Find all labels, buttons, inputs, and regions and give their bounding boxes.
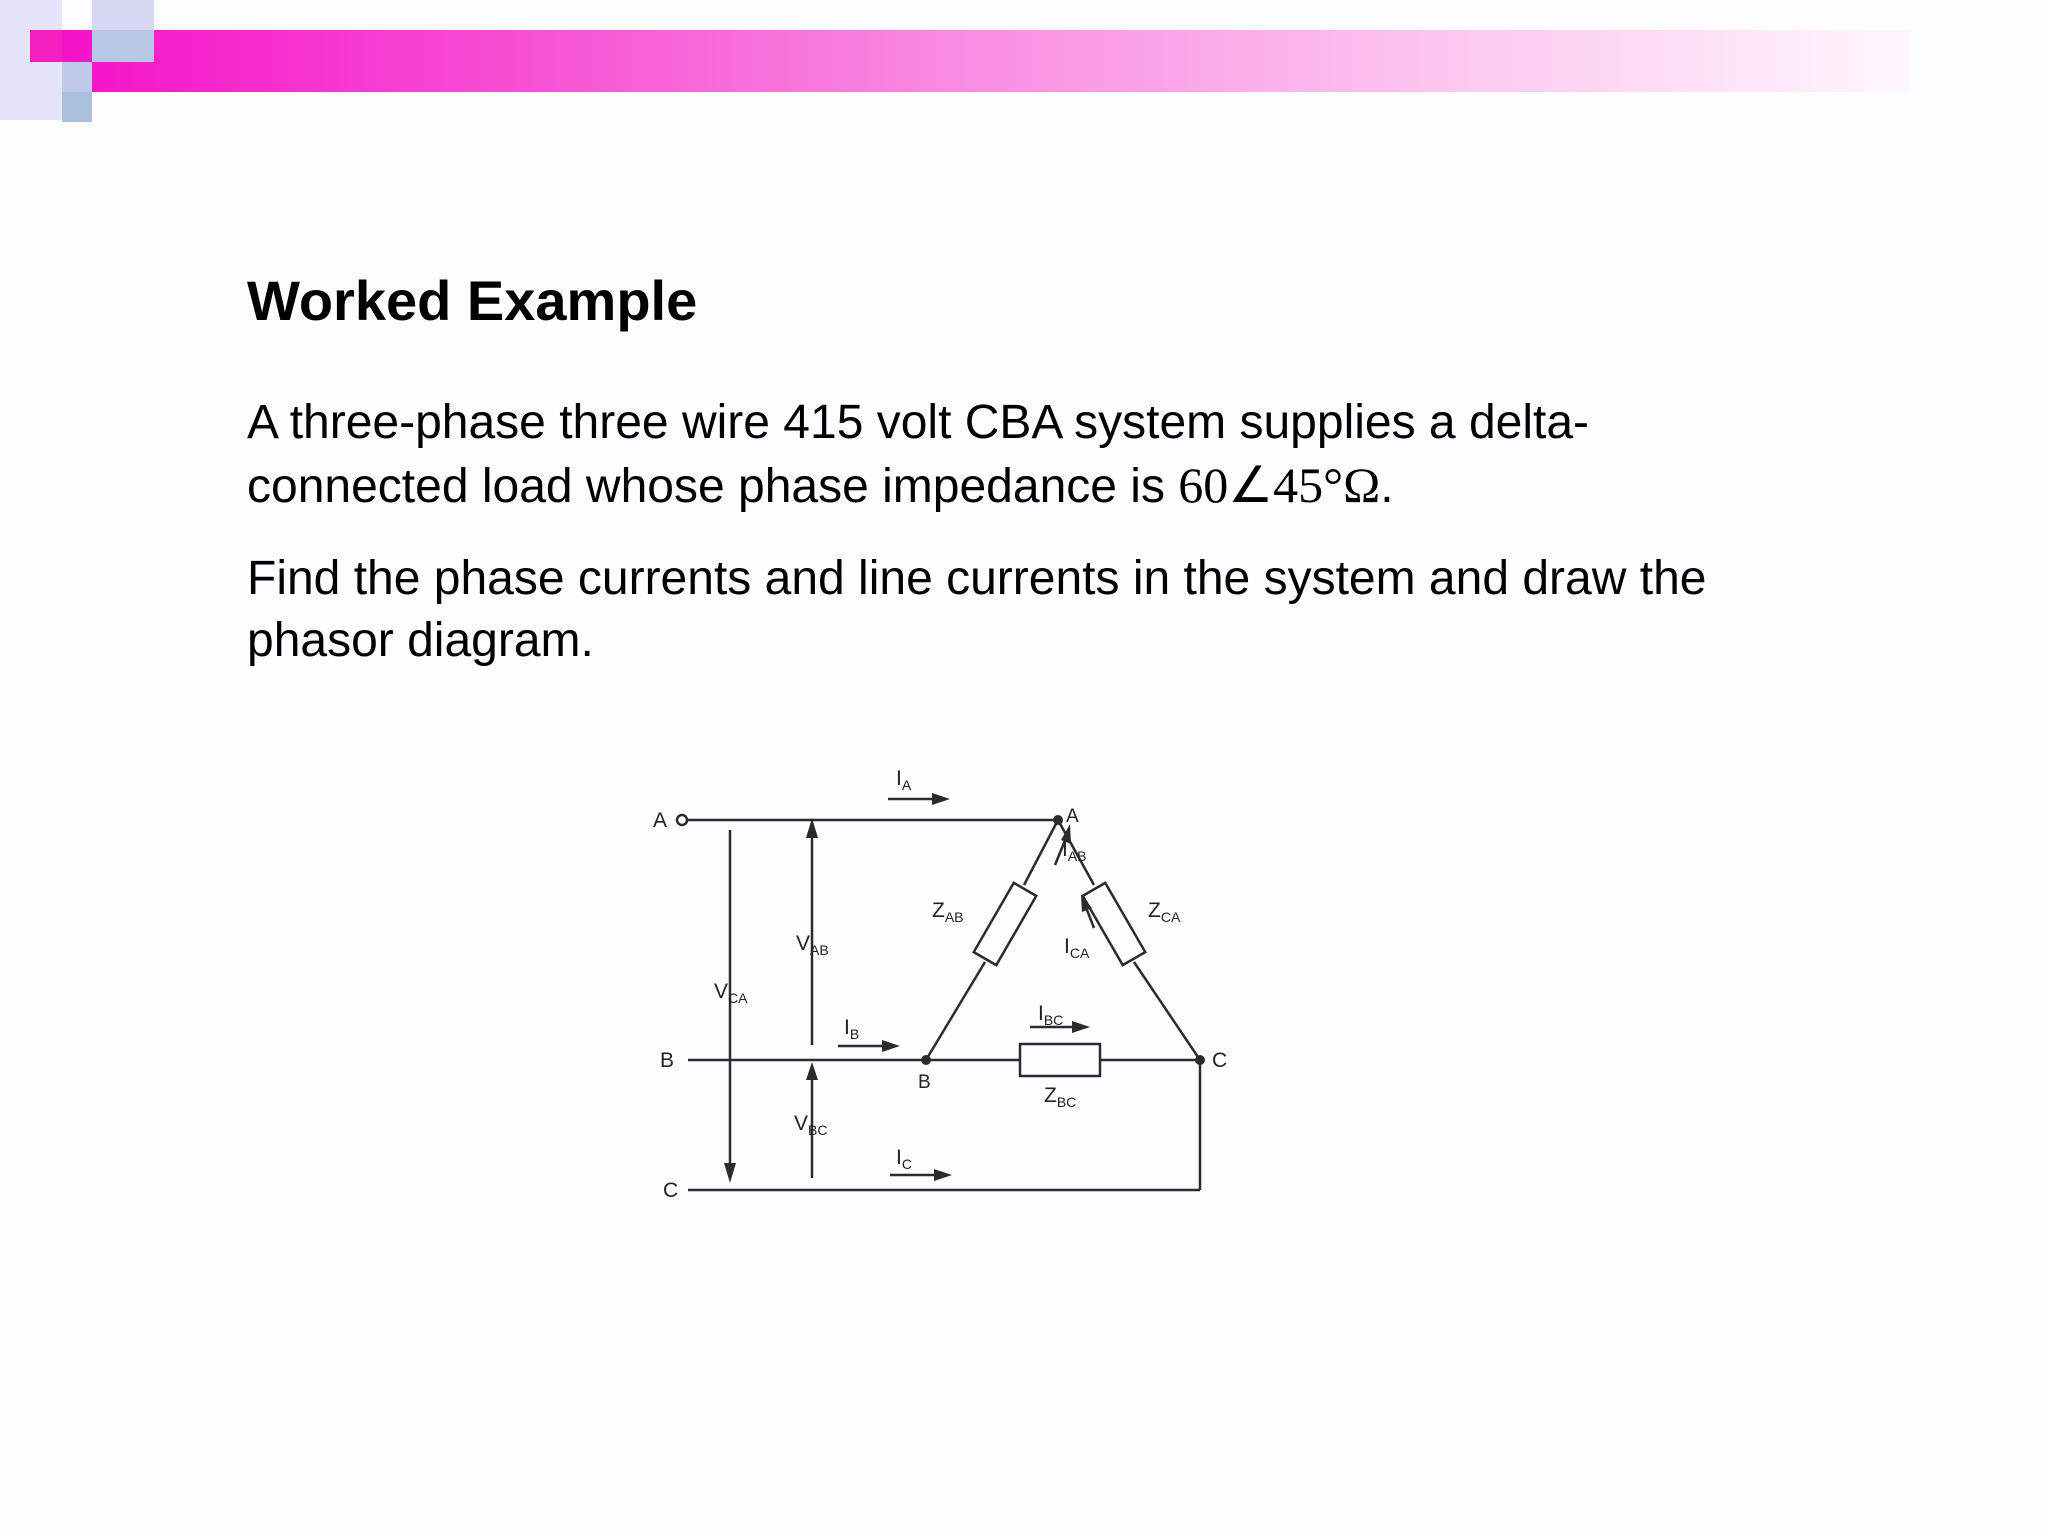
label-ic: $I_C$ — [896, 1146, 912, 1172]
impedance-zab — [974, 883, 1037, 965]
problem-statement — [247, 392, 1887, 518]
label-ib: $I_B$ — [844, 1016, 860, 1042]
label-ica: $I_{CA}$ — [1064, 935, 1090, 961]
deco-square-blue-2 — [62, 62, 92, 92]
slide-title: Worked Example — [247, 269, 698, 332]
impedance-value: 60∠45°Ω — [1178, 457, 1381, 513]
node-b — [921, 1055, 931, 1065]
label-ia: $I_A$ — [896, 767, 912, 793]
node-c — [1195, 1055, 1205, 1065]
deco-square-lavender-2 — [92, 0, 154, 30]
node-a — [1053, 815, 1063, 825]
deco-square-blue-3 — [62, 92, 92, 122]
current-arrow-ibc-head — [1072, 1021, 1090, 1033]
deco-square-blue-1 — [92, 30, 154, 62]
task-statement-line-2: phasor diagram. — [247, 614, 594, 667]
terminal-label-b: B — [660, 1049, 675, 1072]
current-arrow-ia-head — [932, 793, 950, 805]
label-ibc: $I_{BC}$ — [1038, 1002, 1064, 1028]
label-zbc: $Z_{BC}$ — [1044, 1084, 1077, 1110]
delta-wire-ab-bottom — [926, 962, 985, 1060]
task-statement-line-1: Find the phase currents and line currents in the system and draw the — [247, 552, 1707, 605]
terminal-a-circle — [677, 815, 687, 825]
node-label-c: C — [1212, 1049, 1228, 1072]
node-label-a: A — [1066, 806, 1079, 827]
header-gradient-band — [40, 30, 1910, 92]
delta-load-circuit-diagram — [600, 740, 1240, 1220]
deco-square-magenta — [30, 30, 62, 62]
problem-statement-line-2 — [247, 454, 1887, 518]
label-vca: $V_{CA}$ — [714, 980, 748, 1006]
task-statement — [247, 548, 1887, 672]
problem-statement-line-1: A three-phase three wire 415 volt CBA system supplies a delta- — [247, 396, 1590, 449]
node-label-b: B — [918, 1072, 931, 1093]
label-zab: $Z_{AB}$ — [932, 899, 964, 925]
delta-wire-ab-top — [1024, 820, 1058, 885]
delta-wire-ca-bottom — [1134, 962, 1200, 1060]
label-vab: $V_{AB}$ — [796, 932, 829, 958]
label-vbc: $V_{BC}$ — [794, 1112, 828, 1138]
problem-statement-line-2-text: connected load whose phase impedance is — [247, 460, 1179, 513]
problem-statement-period: . — [1380, 460, 1394, 513]
current-arrow-ic-head — [934, 1169, 952, 1181]
voltage-arrow-vbc-head — [806, 1062, 818, 1080]
terminal-label-c: C — [663, 1179, 679, 1202]
terminal-label-a: A — [653, 809, 668, 832]
impedance-zbc — [1020, 1044, 1100, 1076]
label-iab: $I_{AB}$ — [1062, 838, 1087, 864]
label-zca: $Z_{CA}$ — [1148, 899, 1181, 925]
current-arrow-ib-head — [882, 1040, 900, 1052]
voltage-arrow-vca-head — [724, 1163, 736, 1183]
